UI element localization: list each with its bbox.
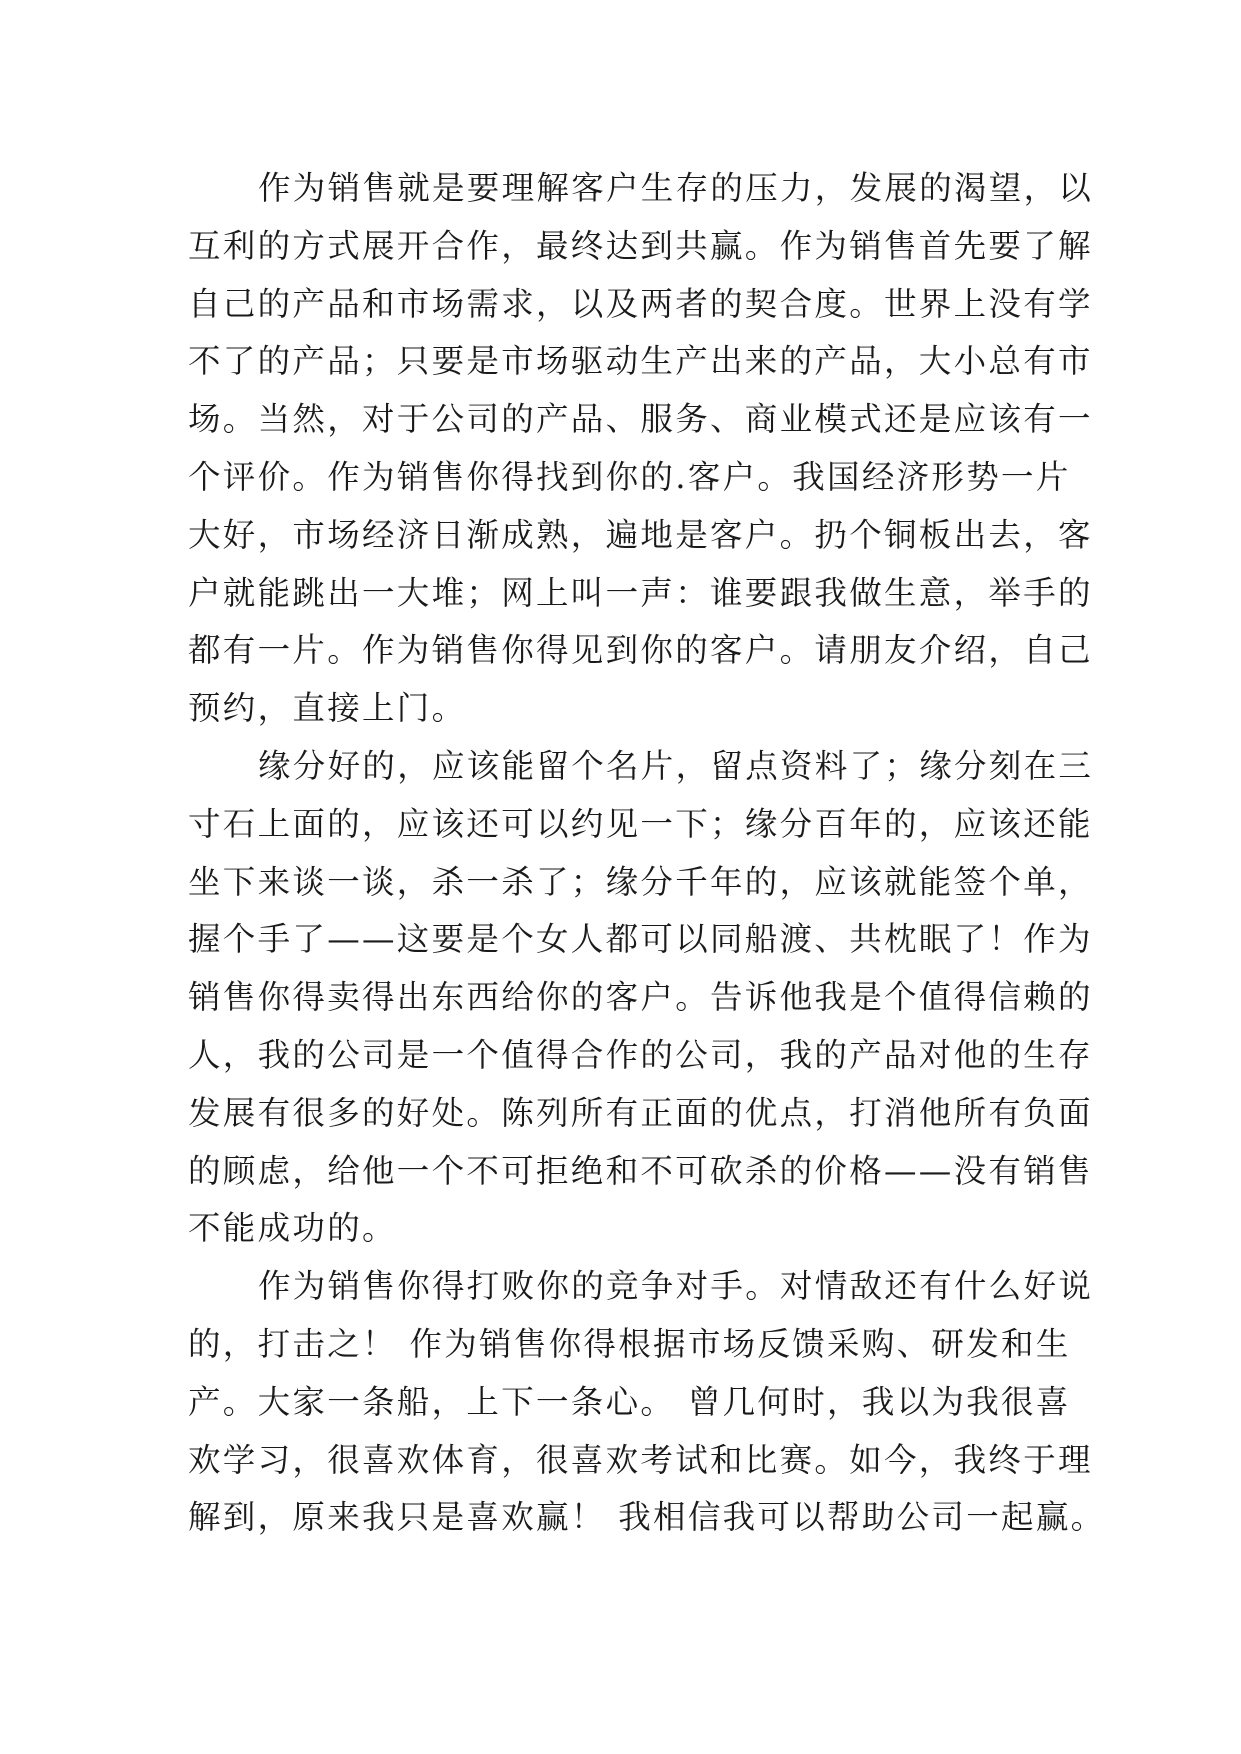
paragraph-2-line-9: 不能成功的。 [188,1209,397,1248]
document-body [188,160,1106,1547]
paragraph-2-line-2: 寸石上面的，应该还可以约见一下；缘分百年的，应该还能 [188,804,1093,843]
paragraph-1-line-7: 大好，市场经济日渐成熟，遍地是客户。扔个铜板出去，客 [188,515,1093,554]
paragraph-3-line-1: 作为销售你得打败你的竞争对手。对情敌还有什么好说 [258,1267,1094,1306]
paragraph-1-line-3: 自己的产品和市场需求，以及两者的契合度。世界上没有学 [188,284,1093,323]
paragraph-1-line-5: 场。当然，对于公司的产品、服务、商业模式还是应该有一 [188,400,1093,439]
paragraph-2-line-8: 的顾虑，给他一个不可拒绝和不可砍杀的价格——没有销售 [188,1151,1093,1190]
paragraph-3-line-5: 解到，原来我只是喜欢赢！ 我相信我可以帮助公司一起赢。 [188,1498,1106,1537]
paragraph-1-line-1: 作为销售就是要理解客户生存的压力，发展的渴望，以 [258,169,1094,207]
paragraph-2-line-1: 缘分好的，应该能留个名片，留点资料了；缘分刻在三 [258,746,1094,785]
paragraph-1-line-8: 户就能跳出一大堆；网上叫一声：谁要跟我做生意，举手的 [188,573,1093,612]
paragraph-1-line-6: 个评价。作为销售你得找到你的.客户。我国经济形势一片 [188,457,1071,496]
paragraph-2-line-3: 坐下来谈一谈，杀一杀了；缘分千年的，应该就能签个单， [188,862,1093,901]
paragraph-2-line-7: 发展有很多的好处。陈列所有正面的优点，打消他所有负面 [188,1093,1093,1132]
paragraph-2-line-5: 销售你得卖得出东西给你的客户。告诉他我是个值得信赖的 [188,978,1093,1017]
paragraph-1-line-10: 预约，直接上门。 [188,689,467,728]
paragraph-3-line-2: 的，打击之！ 作为销售你得根据市场反馈采购、研发和生 [188,1324,1071,1363]
paragraph-2-line-4: 握个手了——这要是个女人都可以同船渡、共枕眠了！作为 [188,920,1093,959]
paragraph-1-line-2: 互利的方式展开合作，最终达到共赢。作为销售首先要了解 [188,226,1093,265]
paragraph-1-line-4: 不了的产品；只要是市场驱动生产出来的产品，大小总有市 [188,342,1093,381]
paragraph-3-line-4: 欢学习，很喜欢体育，很喜欢考试和比赛。如今，我终于理 [188,1440,1093,1479]
paragraph-2-line-6: 人，我的公司是一个值得合作的公司，我的产品对他的生存 [188,1035,1093,1074]
paragraph-1-line-9: 都有一片。作为销售你得见到你的客户。请朋友介绍，自己 [188,631,1093,670]
paragraph-3-line-3: 产。大家一条船，上下一条心。 曾几何时，我以为我很喜 [188,1382,1071,1421]
